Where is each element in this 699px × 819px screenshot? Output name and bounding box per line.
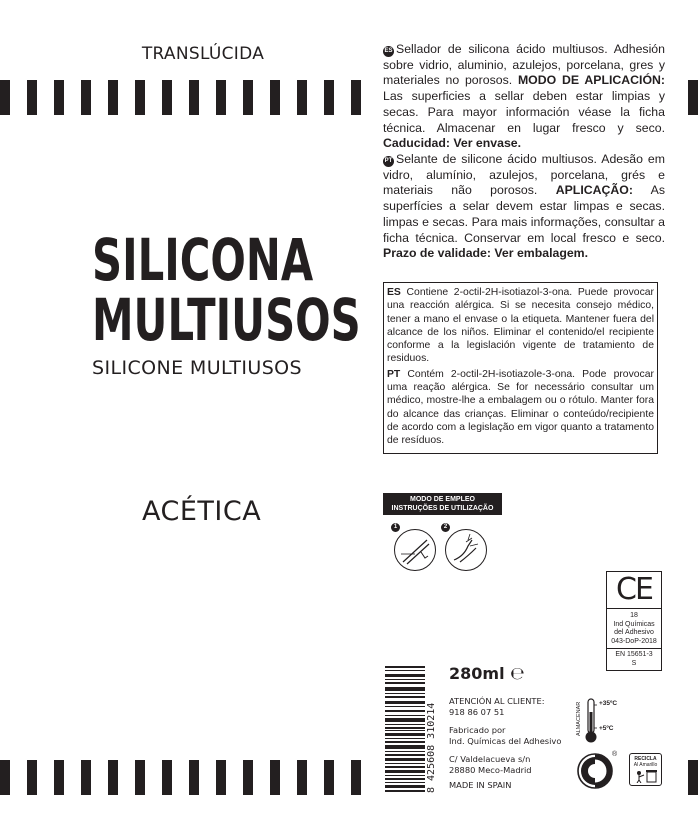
step-2-icon [445,529,487,571]
customer-label: ATENCIÓN AL CLIENTE: [449,696,545,706]
bottom-right-dash-strip [680,760,699,795]
customer-phone: 918 86 07 51 [449,706,505,717]
pt-description [383,152,665,262]
ce-certification-box [606,571,662,671]
address [449,754,532,775]
product-variant: ACÉTICA [142,496,262,527]
storage-label: ALMACENAR [576,701,582,736]
ce-standard-block [607,649,661,670]
barcode-icon [385,666,425,794]
ce-class: S [631,659,637,667]
pt-expiry: Prazo de validade: Ver embalagem. [383,246,589,261]
customer-service [449,696,545,717]
ean-number: 8 425608 310214 [426,702,437,793]
thermometer-icon [584,698,598,744]
warning-pt-label: PT [387,368,401,380]
title-line-2: MULTIUSOS [92,286,361,354]
safety-warnings-box [383,282,658,454]
warning-es-text: Contiene 2-octil-2H-isotiazol-3-ona. Puede provocar una reacción alérgica. Si se necesita consejo médico, tener a mano el envase o la etiqueta. Mantener fuera del alcance de los niños. Eliminar el contenido/el recipiente conforme a la legislación vigente de tratamiento de residuos. [387,287,654,365]
ce-mark-icon: CE [607,572,661,609]
ce-line2: del Adhesivo [614,629,654,636]
made-by-label: Fabricado por [449,725,506,735]
pt-text-2: As superfícies a selar devem estar limpas e secas. limpas e secas. Para mais informações, consultar a ficha técnica. Conservar em local fresco e seco. [383,183,665,245]
ce-standard: EN 15651-3 [615,651,653,658]
manufacturer-info [449,725,561,746]
address-line-2: 28880 Meco-Madrid [449,764,532,775]
es-app-label: MODO DE APLICACIÓN: [517,73,665,88]
es-description [383,42,665,152]
storage-max-temp: +35ºC [599,700,618,707]
pt-text-1: Selante de silicone ácido multiusos. Adesão em vidro, alumínio, azulejos, porcelana, grés e materiais não porosos. [383,152,665,198]
es-flag-icon: ES [383,46,394,57]
pt-flag-icon: PT [383,156,394,167]
ce-line1: Ind Químicas [613,620,655,628]
es-text-1: Sellador de silicona ácido multiusos. Adhesión sobre vidrio, aluminio, azulejos, porcelana, gres y materiales no porosos. [383,42,665,88]
ce-code: 043-DoP-2018 [611,637,657,645]
recycle-sign-line1: RECICLA [634,756,657,762]
top-dash-strip [0,80,380,115]
bottom-dash-strip [0,760,380,795]
warning-pt-text: Contém 2-octil-2H-isotiazole-3-ona. Pode provocar uma reação alérgica. Se for necessário consultar um médico, mostre-lhe a embalagem ou o rótulo. Manter fora do alcance das crianças. Eliminar o conteúdo/recipiente de acordo com a legislação em vigor quanto a tratamento de resíduos. [387,368,654,447]
recycle-sign-line2: Al Amarillo [633,762,658,768]
top-label: TRANSLÚCIDA [141,44,265,64]
volume-value: 280ml [449,664,505,683]
warning-es-label: ES [387,287,401,298]
instructions-header [383,493,502,515]
title-line-1: SILICONA [92,226,314,294]
address-line-1: C/ Valdelacueva s/n [449,754,531,764]
step-1-number: 1 [391,523,400,532]
ce-year: 18 [630,612,638,619]
instructions-header-es: MODO DE EMPLEO [410,496,475,503]
product-title [92,226,361,354]
ce-info [607,609,661,649]
es-text-2: Las superficies a sellar deben estar limpias y secas. Para mayor información véase la ficha técnica. Almacenar en lugar fresco y seco. [383,89,665,135]
green-dot-recycling-icon [577,753,613,789]
estimated-sign-icon: ℮ [510,664,525,684]
pt-app-label: APLICAÇÃO: [555,183,633,198]
origin: MADE IN SPAIN [449,780,512,790]
step-2-number: 2 [441,523,450,532]
recycle-sign-icon [629,753,662,786]
es-expiry: Caducidad: Ver envase. [383,136,522,151]
storage-min-temp: +5ºC [599,725,614,732]
product-subtitle: SILICONE MULTIUSOS [92,357,302,379]
warning-es [387,286,654,366]
instructions-header-pt: INSTRUÇÕES DE UTILIZAÇÃO [391,505,494,512]
registered-mark: ® [612,751,618,758]
warning-pt [387,368,654,448]
top-right-dash-strip [680,80,699,115]
volume [449,664,525,684]
step-1-icon [394,529,436,571]
manufacturer-name: Ind. Químicas del Adhesivo [449,735,562,746]
